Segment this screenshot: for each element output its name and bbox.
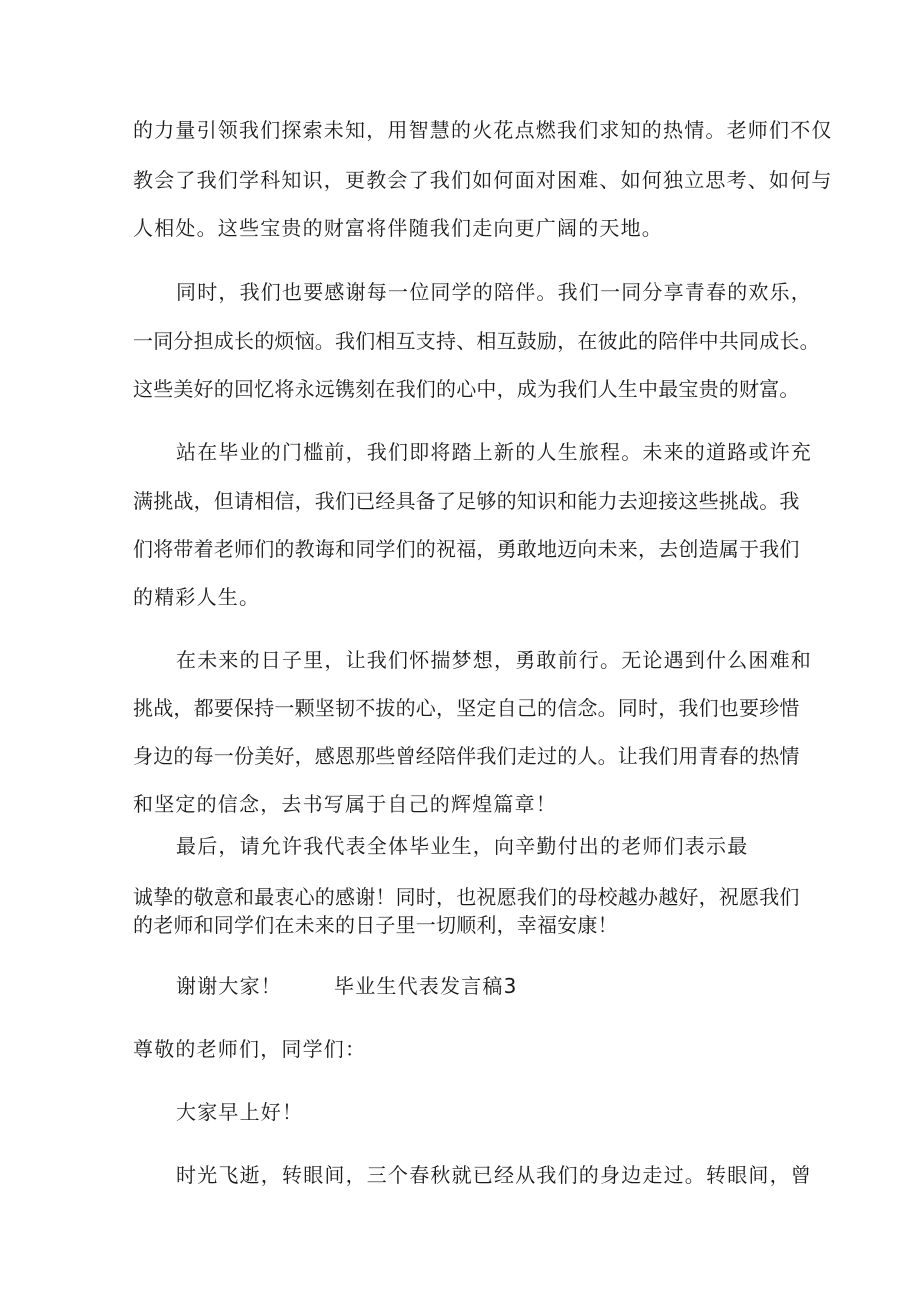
paragraph-2-line-2: 一同分担成长的烦恼。我们相互支持、相互鼓励，在彼此的陪伴中共同成长。 [133,329,820,353]
paragraph-4-line-3: 身边的每一份美好，感恩那些曾经陪伴我们走过的人。让我们用青春的热情 [133,744,800,768]
paragraph-1-line-1: 的力量引领我们探索未知，用智慧的火花点燃我们求知的热情。老师们不仅 [133,118,833,142]
paragraph-4-line-2: 挑战，都要保持一颗坚韧不拔的心，坚定自己的信念。同时，我们也要珍惜 [133,696,800,720]
paragraph-5-line-3: 的老师和同学们在未来的日子里一切顺利，幸福安康！ [133,913,618,937]
paragraph-2-line-1: 同时，我们也要感谢每一位同学的陪伴。我们一同分享青春的欢乐， [176,280,812,304]
paragraph-3-line-4: 的精彩人生。 [133,585,261,609]
next-speech-title: 毕业生代表发言稿3 [334,974,518,998]
paragraph-4-line-4: 和坚定的信念，去书写属于自己的辉煌篇章！ [133,792,557,816]
thanks-text: 谢谢大家！ [176,974,282,998]
paragraph-3-line-1: 站在毕业的门槛前，我们即将踏上新的人生旅程。未来的道路或许充 [176,440,812,464]
paragraph-5-line-2: 诚挚的敬意和最衷心的感谢！同时，也祝愿我们的母校越办越好，祝愿我们 [133,885,800,909]
paragraph-4-line-1: 在未来的日子里，让我们怀揣梦想，勇敢前行。无论遇到什么困难和 [176,648,812,672]
closing-row [176,973,518,999]
paragraph-1-line-3: 人相处。这些宝贵的财富将伴随我们走向更广阔的天地。 [133,216,663,240]
paragraph-1-line-2: 教会了我们学科知识，更教会了我们如何面对困难、如何独立思考、如何与 [133,168,833,192]
paragraph-3-line-2: 满挑战，但请相信，我们已经具备了足够的知识和能力去迎接这些挑战。我 [133,489,800,513]
greeting: 大家早上好！ [176,1100,304,1124]
paragraph-5-line-1: 最后，请允许我代表全体毕业生，向辛勤付出的老师们表示最 [176,834,749,858]
salutation: 尊敬的老师们，同学们： [133,1037,367,1061]
paragraph-6-line-1: 时光飞逝，转眼间，三个春秋就已经从我们的身边走过。转眼间，曾 [176,1163,812,1187]
paragraph-3-line-3: 们将带着老师们的教诲和同学们的祝福，勇敢地迈向未来，去创造属于我们 [133,537,800,561]
paragraph-2-line-3: 这些美好的回忆将永远镌刻在我们的心中，成为我们人生中最宝贵的财富。 [133,377,800,401]
